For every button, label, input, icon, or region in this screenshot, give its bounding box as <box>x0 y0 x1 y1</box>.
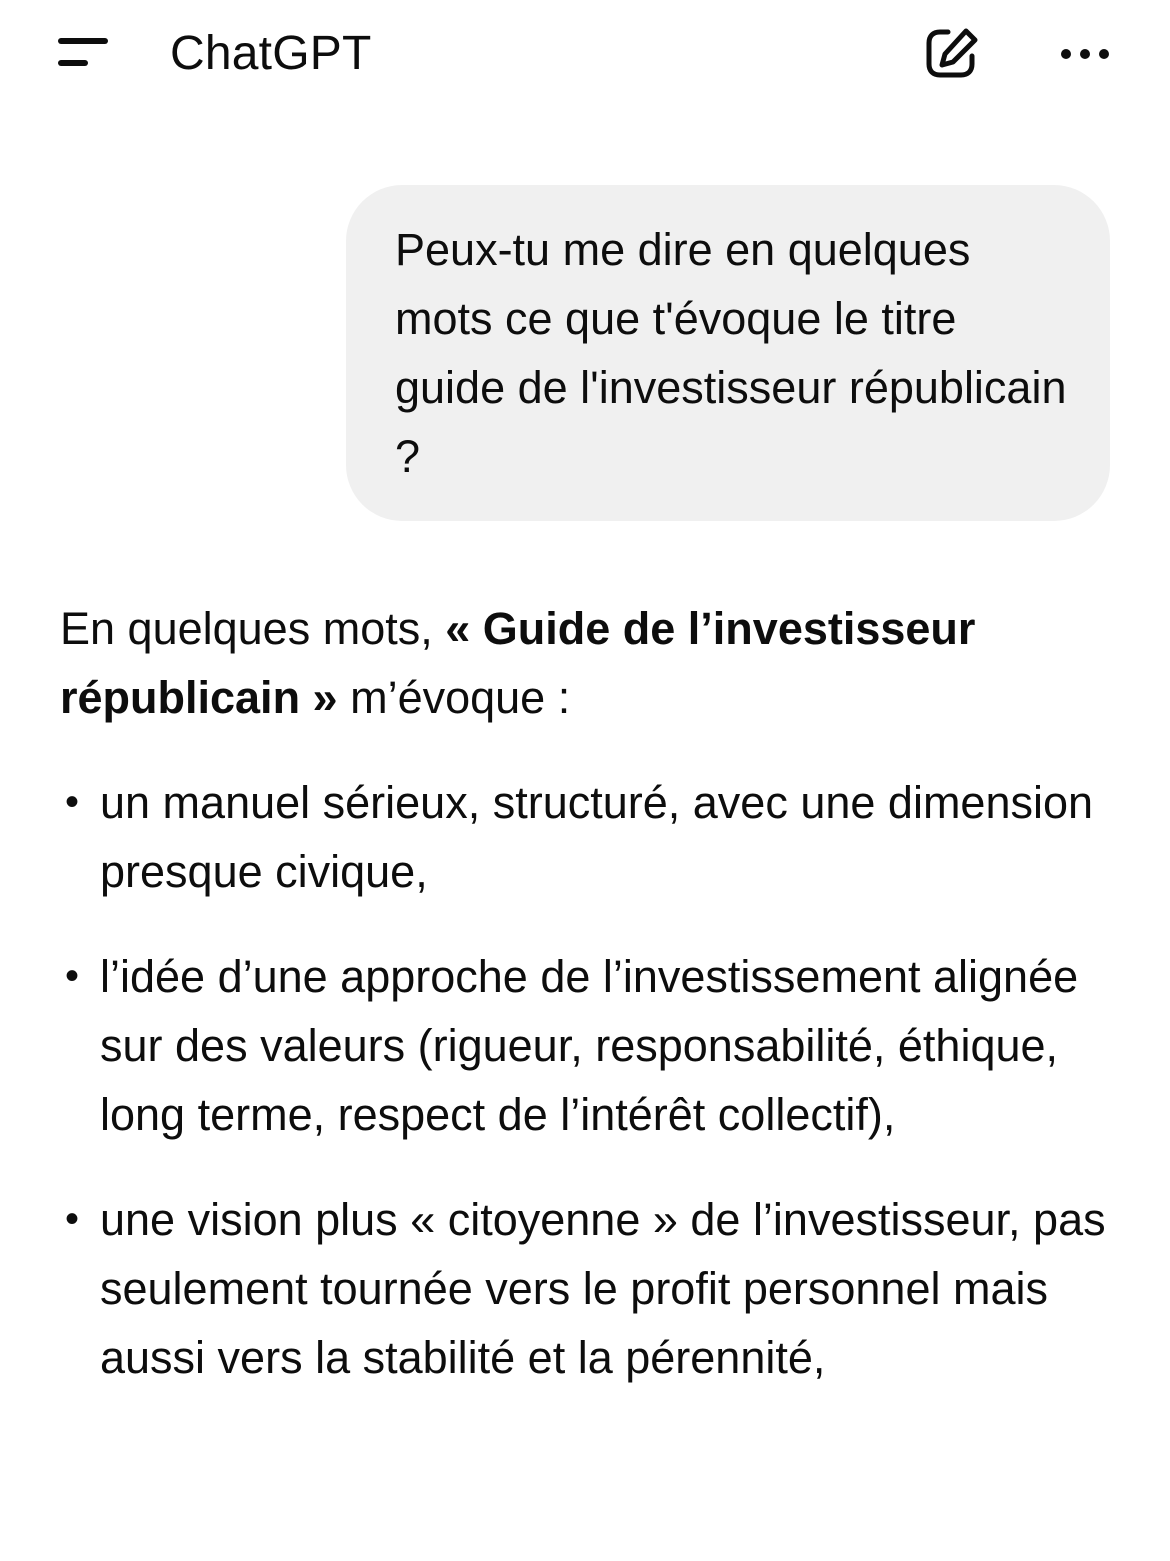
bullet-list <box>60 768 1120 1392</box>
bullet-dot: • <box>64 954 79 998</box>
assistant-intro <box>60 594 1120 732</box>
more-icon[interactable] <box>1052 36 1118 72</box>
bullet-dot: • <box>64 780 79 824</box>
intro-suffix: m’évoque : <box>337 672 571 723</box>
edit-icon[interactable] <box>918 24 984 86</box>
app-title[interactable]: ChatGPT <box>170 27 372 80</box>
list-item <box>60 1185 1120 1392</box>
top-bar <box>0 0 1170 110</box>
user-message-text: Peux-tu me dire en quelques mots ce que t'évoque le titre guide de l'investisseur républicain ? <box>395 224 1067 482</box>
intro-bold-title: « Guide de l’investisseur républicain » <box>60 603 976 723</box>
list-item <box>60 768 1120 906</box>
list-item-text: un manuel sérieux, structuré, avec une dimension presque civique, <box>100 777 1094 897</box>
user-message-bubble <box>346 185 1110 521</box>
intro-prefix: En quelques mots, <box>60 603 446 654</box>
list-item <box>60 942 1120 1149</box>
menu-icon[interactable] <box>50 30 116 78</box>
assistant-message <box>60 594 1120 1428</box>
bullet-dot: • <box>64 1197 79 1241</box>
list-item-text: une vision plus « citoyenne » de l’investisseur, pas seulement tournée vers le profit personnel mais aussi vers la stabilité et la pérennité, <box>100 1194 1106 1383</box>
list-item-text: l’idée d’une approche de l’investissement alignée sur des valeurs (rigueur, responsabilité, éthique, long terme, respect de l’intérêt collectif), <box>100 951 1079 1140</box>
